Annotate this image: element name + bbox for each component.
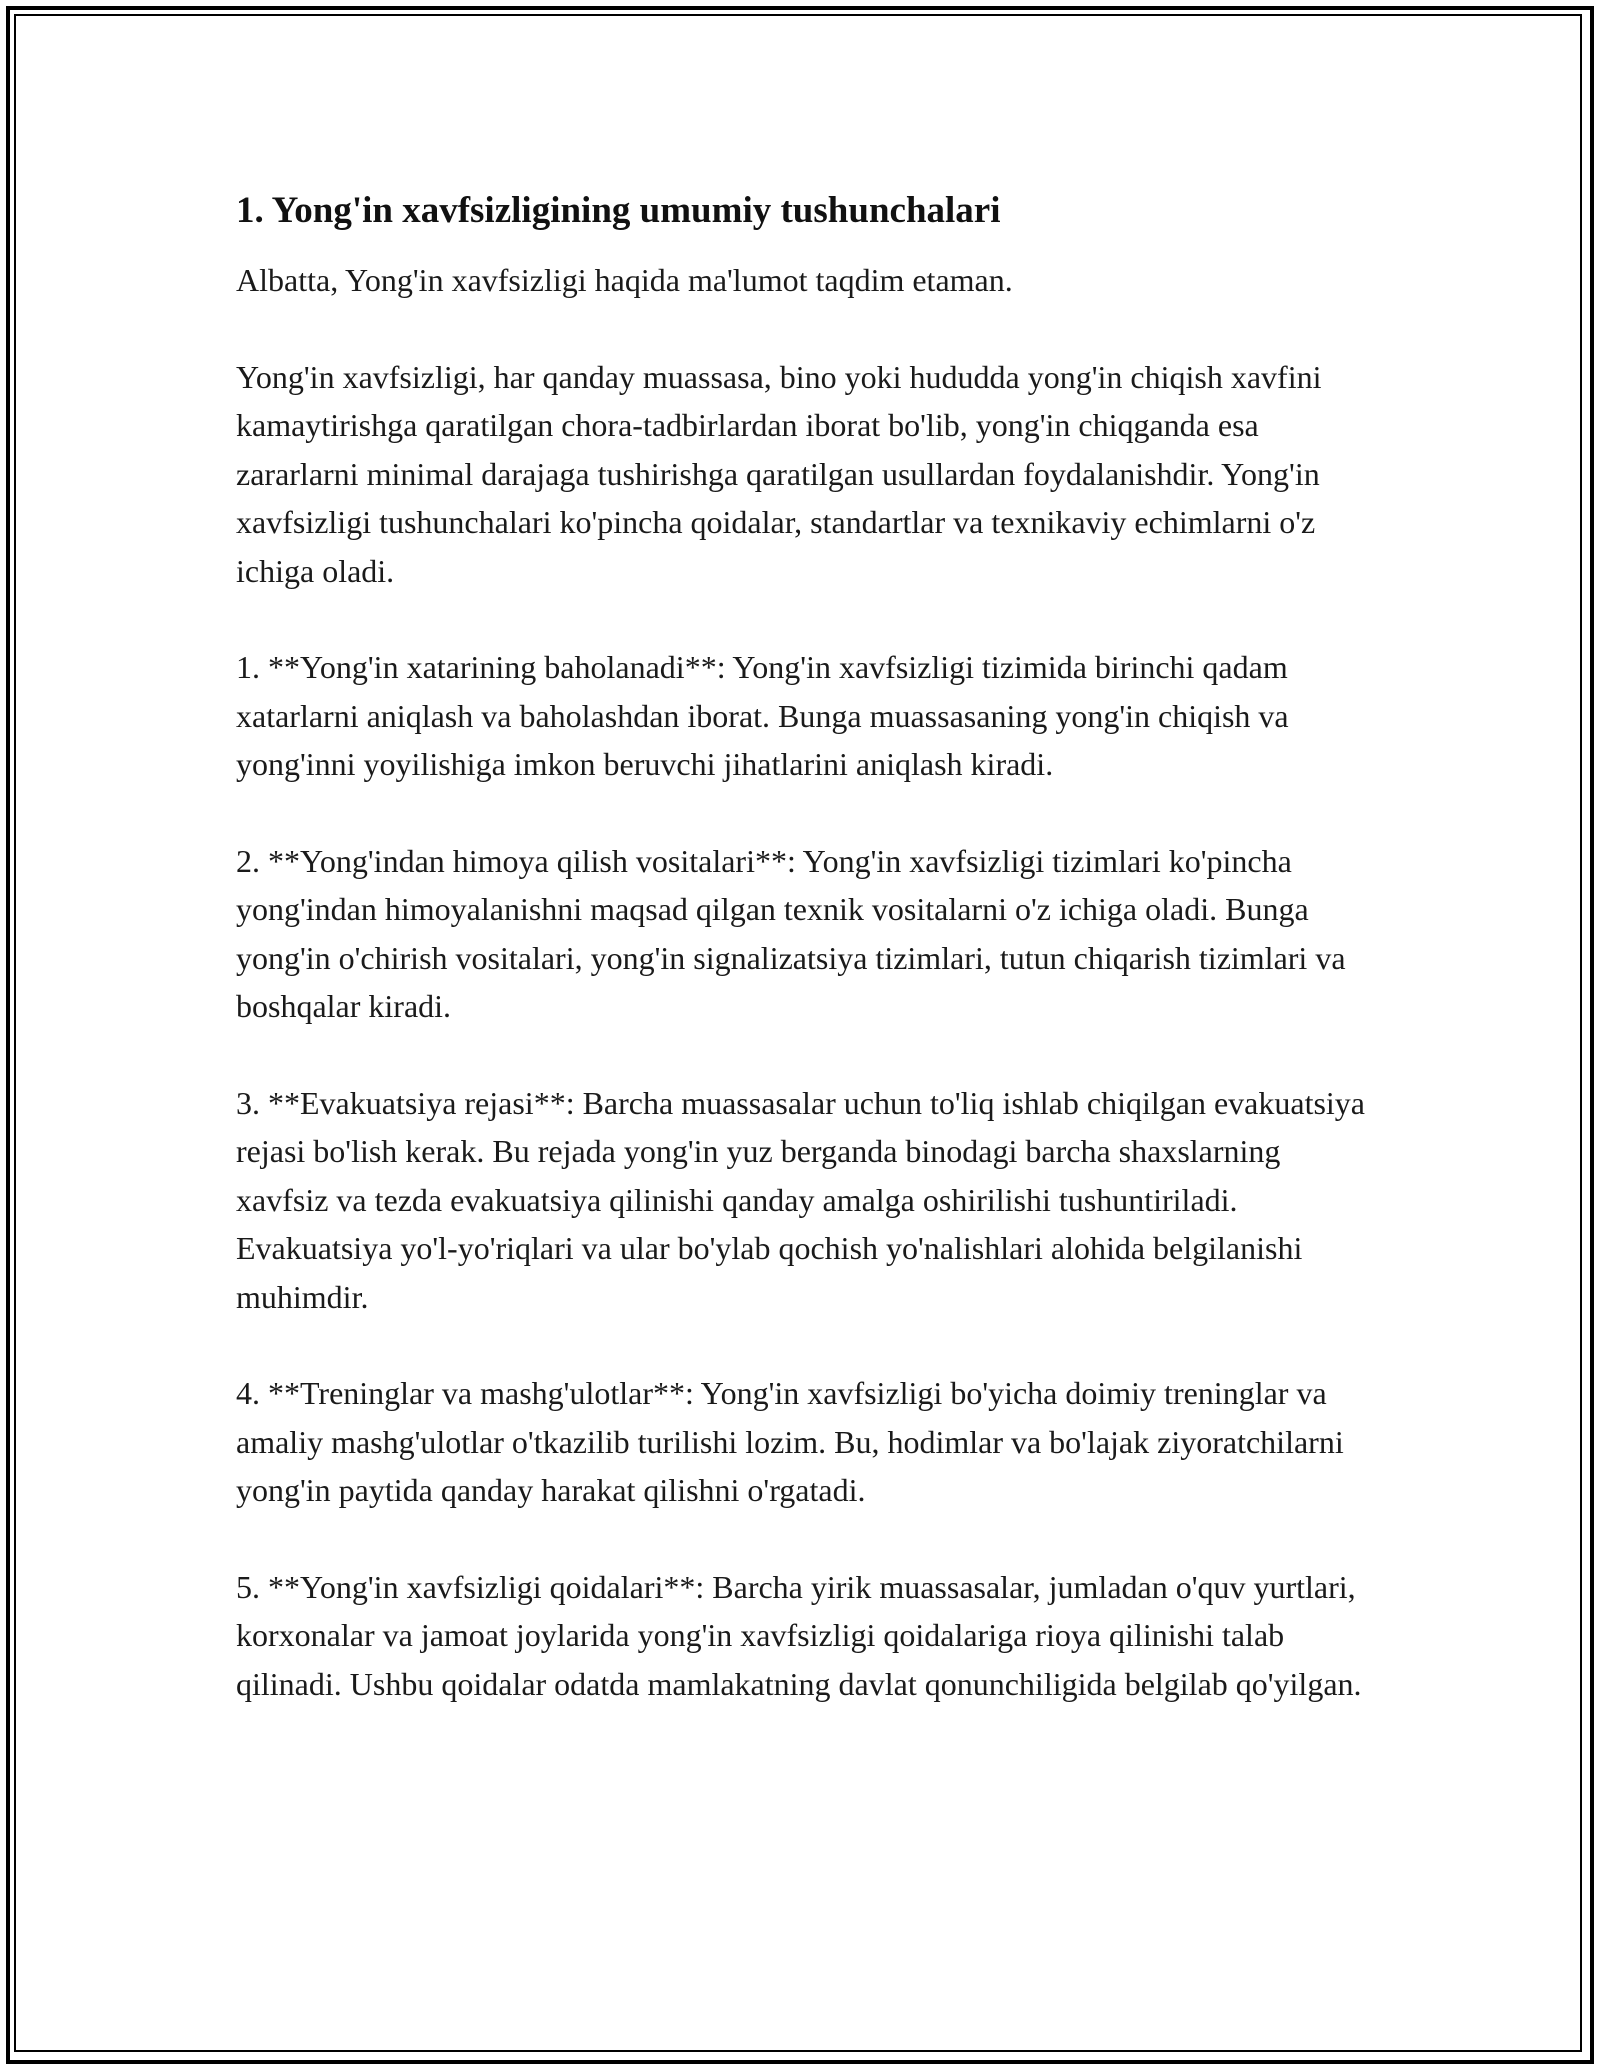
list-item-safety-rules: 5. **Yong'in xavfsizligi qoidalari**: Barcha yirik muassasalar, jumladan o'quv yurtlari, korxonalar va jamoat joylarida yong'in xavfsizligi qoidalariga rioya qilinishi talab qilinadi. Ushbu qoidalar odatda mamlakatning davlat qonunchiligida belgilab qo'yilgan. [236, 1568, 1362, 1702]
intro-paragraph: Albatta, Yong'in xavfsizligi haqida ma'lumot taqdim etaman. [236, 262, 1013, 298]
section-heading: 1. Yong'in xavfsizligining umumiy tushunchalari [236, 190, 1001, 231]
document-body [236, 186, 1376, 1756]
list-item-risk-assessment: 1. **Yong'in xatarining baholanadi**: Yong'in xavfsizligi tizimida birinchi qadam xatarlarni aniqlash va baholashdan iborat. Bunga muassasaning yong'in chiqish va yong'inni yoyilishiga imkon beruvchi jihatlarini aniqlash kiradi. [236, 649, 1289, 782]
list-item-trainings: 4. **Treninglar va mashg'ulotlar**: Yong'in xavfsizligi bo'yicha doimiy treninglar va amaliy mashg'ulotlar o'tkazilib turilishi lozim. Bu, hodimlar va bo'lajak ziyoratchilarni yong'in paytida qanday harakat qilishni o'rgatadi. [236, 1375, 1344, 1508]
definition-paragraph: Yong'in xavfsizligi, har qanday muassasa, bino yoki hududda yong'in chiqish xavfini kamaytirishga qaratilgan chora-tadbirlardan iborat bo'lib, yong'in chiqganda esa zararlarni minimal darajaga tushirishga qaratilgan usullardan foydalanishdir. Yong'in xavfsizligi tushunchalari ko'pincha qoidalar, standartlar va texnikaviy echimlarni o'z ichiga oladi. [236, 358, 1322, 589]
list-item-evacuation-plan: 3. **Evakuatsiya rejasi**: Barcha muassasalar uchun to'liq ishlab chiqilgan evakuatsiya rejasi bo'lish kerak. Bu rejada yong'in yuz berganda binodagi barcha shaxslarning xavfsiz va tezda evakuatsiya qilinishi qanday amalga oshirilishi tushuntiriladi. Evakuatsiya yo'l-yo'riqlari va ular bo'ylab qochish yo'nalishlari alohida belgilanishi muhimdir. [236, 1084, 1365, 1315]
list-item-protection-tools: 2. **Yong'indan himoya qilish vositalari**: Yong'in xavfsizligi tizimlari ko'pincha yong'indan himoyalanishni maqsad qilgan texnik vositalarni o'z ichiga oladi. Bunga yong'in o'chirish vositalari, yong'in signalizatsiya tizimlari, tutun chiqarish tizimlari va boshqalar kiradi. [236, 842, 1346, 1024]
